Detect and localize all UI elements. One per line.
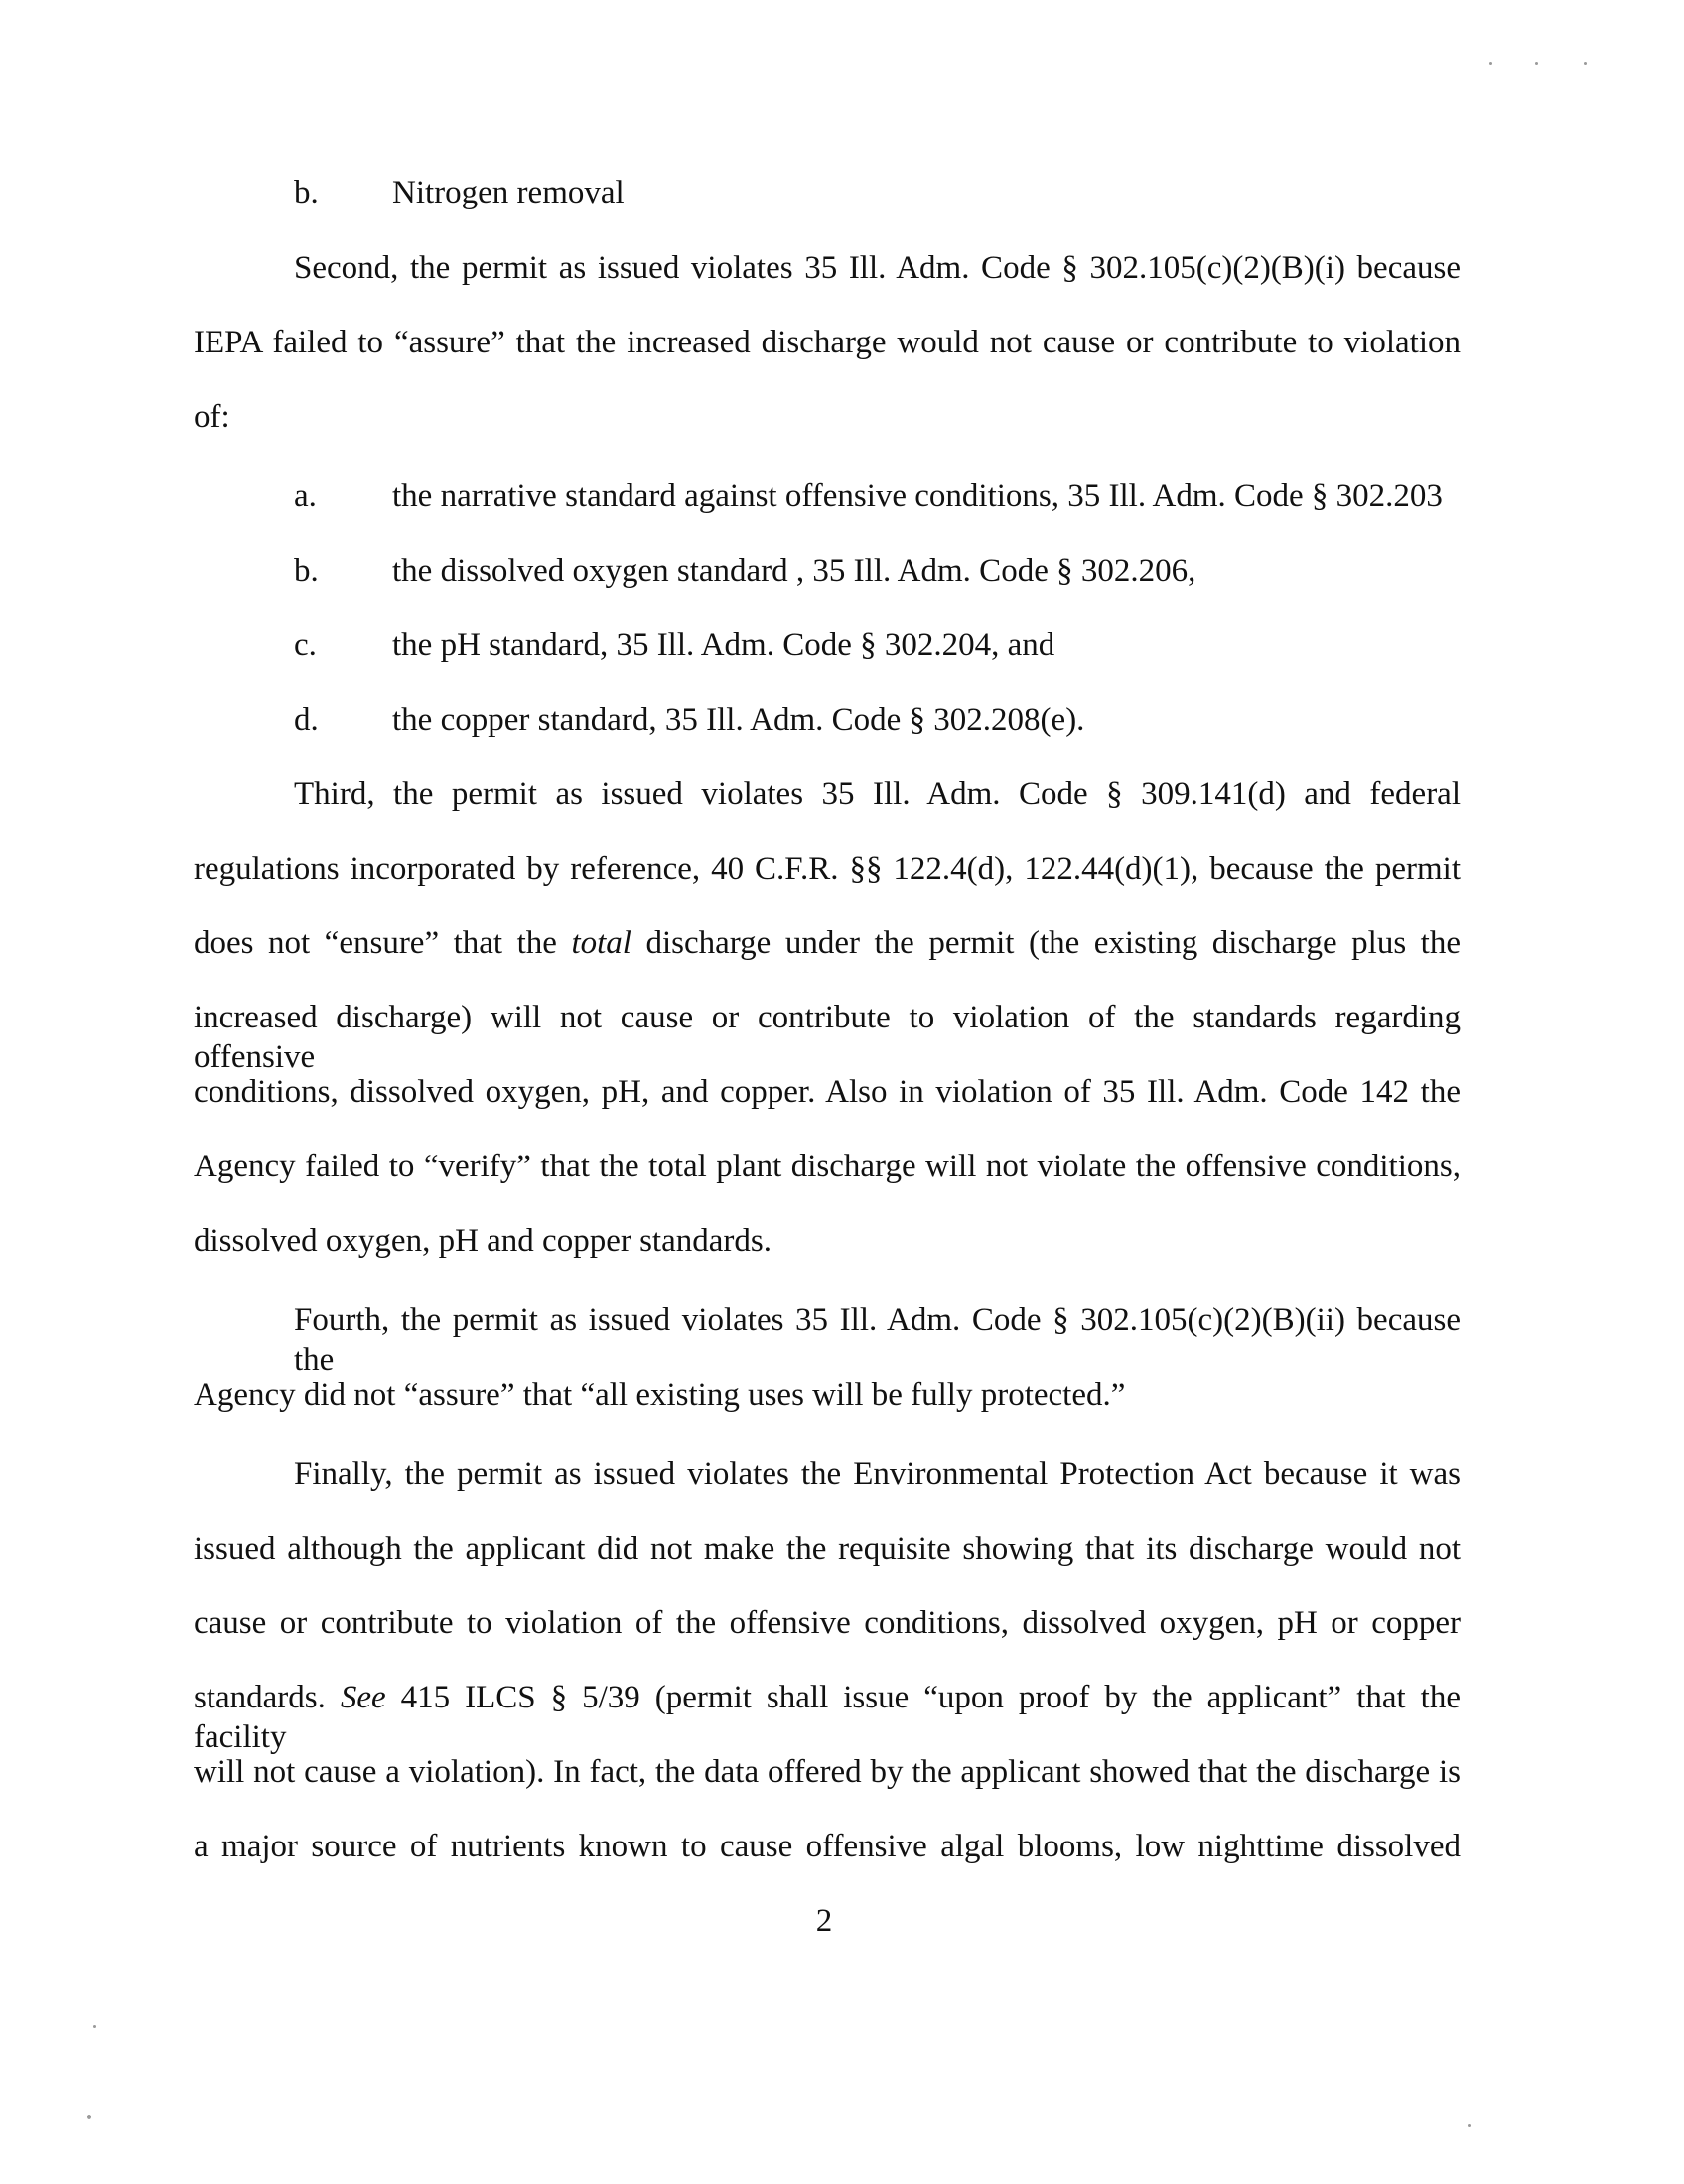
paragraph-finally-line-1: Finally, the permit as issued violates the Environmental Protection Act because it was [294, 1456, 1461, 1492]
list-item-text: the copper standard, 35 Ill. Adm. Code § 302.208(e). [392, 702, 1085, 738]
list-item-marker: b. [294, 553, 319, 589]
paragraph-third-line-3 [194, 923, 1461, 963]
scan-speck [1584, 62, 1587, 65]
scan-speck [1489, 62, 1492, 65]
list-item-text: the narrative standard against offensive conditions, 35 Ill. Adm. Code § 302.203 [392, 478, 1443, 514]
paragraph-third-line-1: Third, the permit as issued violates 35 Ill. Adm. Code § 309.141(d) and federal [294, 776, 1461, 812]
paragraph-second-line-2: IEPA failed to “assure” that the increased discharge would not cause or contribute to violation [194, 325, 1461, 360]
list-item-marker: a. [294, 478, 317, 514]
paragraph-third-line-2: regulations incorporated by reference, 40 C.F.R. §§ 122.4(d), 122.44(d)(1), because the permit [194, 851, 1461, 887]
paragraph-second-line-1: Second, the permit as issued violates 35 Ill. Adm. Code § 302.105(c)(2)(B)(i) because [294, 250, 1461, 286]
list-item-text: the pH standard, 35 Ill. Adm. Code § 302.204, and [392, 627, 1055, 663]
list-item-text: the dissolved oxygen standard , 35 Ill. Adm. Code § 302.206, [392, 553, 1196, 589]
scan-speck [87, 2115, 91, 2119]
paragraph-finally-line-2: issued although the applicant did not make the requisite showing that its discharge would not [194, 1531, 1461, 1567]
heading-text: Nitrogen removal [392, 175, 625, 210]
paragraph-fourth-line-1: Fourth, the permit as issued violates 35 Ill. Adm. Code § 302.105(c)(2)(B)(ii) because the [294, 1302, 1461, 1378]
paragraph-third-line-5: conditions, dissolved oxygen, pH, and copper. Also in violation of 35 Ill. Adm. Code 142 the [194, 1074, 1461, 1110]
paragraph-second-line-3: of: [194, 399, 230, 435]
finally-line-4-before: standards. [194, 1680, 341, 1715]
scan-speck [1535, 62, 1538, 65]
third-line-3-after: discharge under the permit (the existing discharge plus the [631, 925, 1461, 961]
list-item-marker: d. [294, 702, 319, 738]
paragraph-fourth-line-2: Agency did not “assure” that “all existing uses will be fully protected.” [194, 1377, 1126, 1413]
third-line-3-before: does not “ensure” that the [194, 925, 572, 961]
emphasis-see: See [340, 1680, 386, 1715]
paragraph-third-line-6: Agency failed to “verify” that the total plant discharge will not violate the offensive conditions, [194, 1149, 1461, 1184]
finally-line-4-after: 415 ILCS § 5/39 (permit shall issue “upon proof by the applicant” that the facility [194, 1680, 1461, 1755]
heading-marker: b. [294, 175, 319, 210]
paragraph-third-line-7: dissolved oxygen, pH and copper standards. [194, 1223, 772, 1259]
paragraph-finally-line-6: a major source of nutrients known to cause offensive algal blooms, low nighttime dissolved [194, 1829, 1461, 1864]
paragraph-finally-line-5: will not cause a violation). In fact, the data offered by the applicant showed that the discharge is [194, 1754, 1461, 1790]
list-item-marker: c. [294, 627, 317, 663]
paragraph-third-line-4: increased discharge) will not cause or contribute to violation of the standards regarding offensive [194, 1000, 1461, 1075]
scan-speck [93, 2025, 96, 2028]
scan-speck [1468, 2124, 1471, 2127]
emphasis-total: total [571, 925, 632, 961]
paragraph-finally-line-4 [194, 1678, 1461, 1757]
paragraph-finally-line-3: cause or contribute to violation of the offensive conditions, dissolved oxygen, pH or copper [194, 1605, 1461, 1641]
page-number: 2 [815, 1903, 833, 1939]
